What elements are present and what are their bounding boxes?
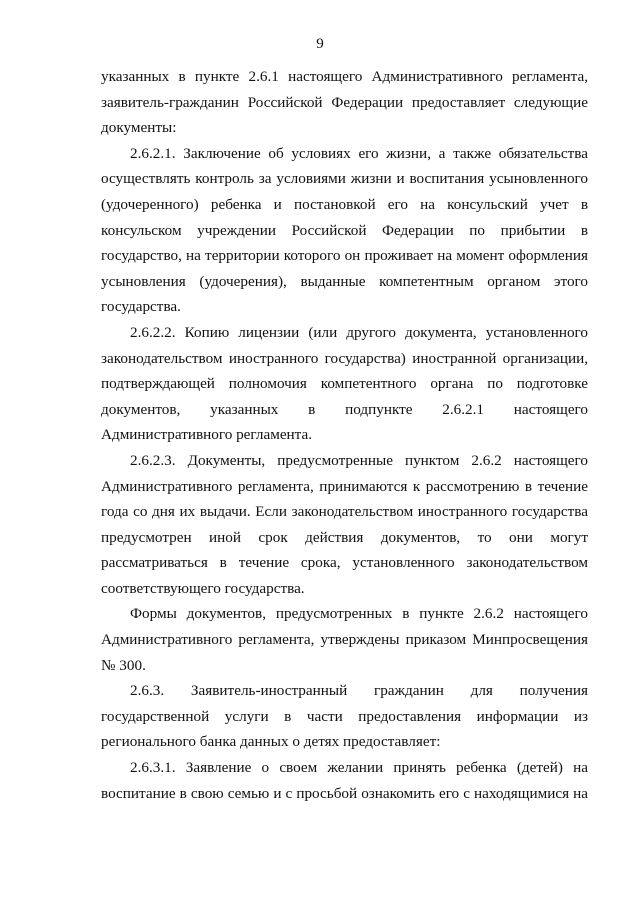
paragraph-documents-intro: указанных в пункте 2.6.1 настоящего Административного регламента, заявитель-гражданин Российской Федерации предоставляет следующие документы:	[101, 68, 588, 137]
paragraph-document-forms: Формы документов, предусмотренных в пункте 2.6.2 настоящего Административного регламента, утверждены приказом Минпросвещения № 300.	[101, 605, 588, 674]
paragraph-2-6-2-3: 2.6.2.3. Документы, предусмотренные пунктом 2.6.2 настоящего Административного регламента, принимаются к рассмотрению в течение года со дня их выдачи. Если законодательством иностранного государства предусмотрен иной срок действия документов, то они могут рассматриваться в течение срока, установленного законодательством соответствующего государства.	[101, 451, 588, 597]
paragraph-2-6-3: 2.6.3. Заявитель-иностранный гражданин для получения государственной услуги в части предоставления информации из регионального банка данных о детях предоставляет:	[101, 682, 588, 751]
page-number: 9	[316, 36, 324, 52]
paragraph-2-6-2-1: 2.6.2.1. Заключение об условиях его жизни, а также обязательства осуществлять контроль за условиями жизни и воспитания усыновленного (удочеренного) ребенка и постановкой его на консульский учет в консульском учреждении Российской Федерации по прибытии в государство, на территории которого он проживает на момент оформления усыновления (удочерения), выданные компетентным органом этого государства.	[101, 144, 588, 316]
paragraph-2-6-3-1: 2.6.3.1. Заявление о своем желании принять ребенка (детей) на воспитание в свою семью и с просьбой ознакомить его с находящимися на	[101, 759, 588, 802]
paragraph-2-6-2-2: 2.6.2.2. Копию лицензии (или другого документа, установленного законодательством иностранного государства) иностранной организации, подтверждающей полномочия компетентного органа по подготовке документов, указанных в подпункте 2.6.2.1 настоящего Административного регламента.	[101, 323, 588, 444]
document-body	[101, 64, 588, 806]
